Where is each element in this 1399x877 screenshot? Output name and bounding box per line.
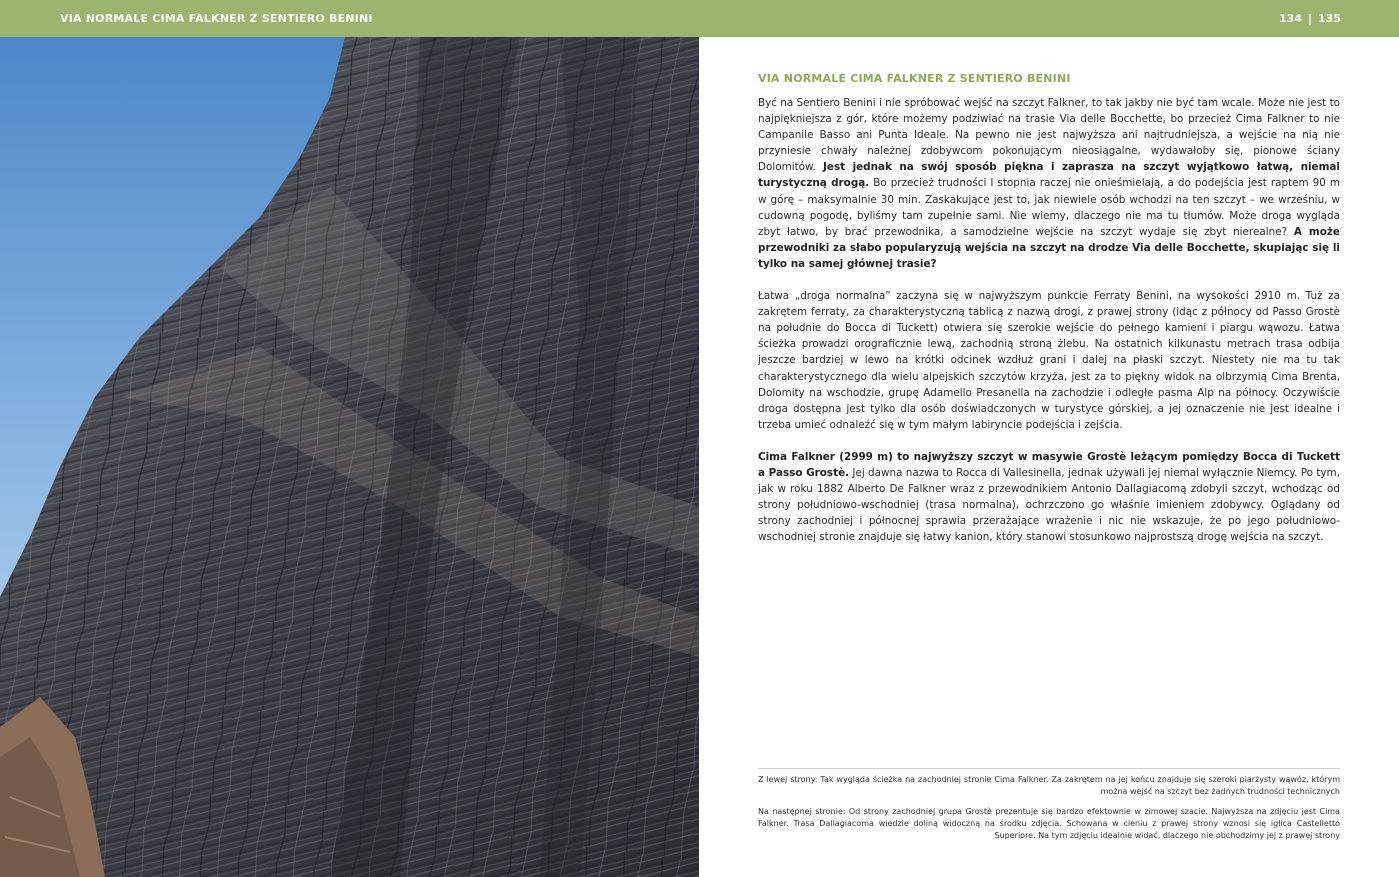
paragraph-history (758, 449, 1340, 546)
text-page (758, 37, 1340, 877)
page-number-left: 134 (1279, 12, 1302, 25)
intro-bold-d: A może przewodniki za słabo popularyzują wejścia na szczyt na drodze Via delle Bocchette, skupiając się li tylko na samej głównej trasie? (758, 225, 1340, 270)
caption-next-page: Na następnej stronie: Od strony zachodniej grupa Grostè prezentuje się bardzo efektownie w zimowej szacie. Najwyższa na zdjęciu jest Cima Falkner. Trasa Dallagiacoma wiedzie doliną widoczną na środku zdjęcia. Schowana w cieniu z prawej strony wznosi się iglica Castelletto Superiore. Na tym zdjęciu idealnie widać, dlaczego nie obchodzimy jej z prawej strony (758, 807, 1340, 840)
intro-bold-b: Jest jednak na swój sposób piękna i zaprasza na szczyt wyjątkowo łatwą, niemal turystyczną drogą. (758, 161, 1340, 190)
intro-text-c: Bo przecież trudności I stopnia raczej nie onieśmielają, a do podejścia jest raptem 90 m w górę – maksymalnie 30 min. Zaskakujące jest to, jak niewiele osób wchodzi na ten szczyt – we wrześniu, w cudowną pogodę, byliśmy tam zupełnie sami. Nie wiemy, dlaczego nie ma tu tłumów. Może droga wygląda zbyt łatwo, by brać przewodnika, a samodzielne wejście na szczyt wydaje się zbyt nierealne? (758, 177, 1340, 238)
photo-captions (758, 768, 1340, 850)
article-body (758, 95, 1340, 561)
article-heading: VIA NORMALE CIMA FALKNER Z SENTIERO BENINI (758, 72, 1071, 85)
intro-text-a: Być na Sentiero Benini i nie spróbować wejść na szczyt Falkner, to tak jakby nie być tam wcale. Może nie jest to najpiękniejsza z gór, które możemy podziwiać na trasie Via delle Bocchette, bo przecież Cima Falkner to nie Campanile Basso ani Punta Ideale. Na pewno nie jest najwyższa ani najtrudniejsza, a wejście na nią nie przyniesie chwały należnej zdobywcom pokonującym nieosiągalne, wydawałoby się, pionowe ściany Dolomitów. (758, 97, 1340, 174)
history-bold-a: Cima Falkner (2999 m) to najwyższy szczyt w masywie Grostè leżącym pomiędzy Bocca di Tuckett a Passo Grostè. (758, 450, 1340, 479)
caption-left-photo: Z lewej strony: Tak wygląda ścieżka na zachodniej stronie Cima Falkner. Za zakrętem na jej końcu znajduje się szeroki piarżysty wąwóz, którym można wejść na szczyt bez żadnych trudności technicznych (758, 775, 1340, 796)
paragraph-intro (758, 95, 1340, 272)
paragraph-route: Łatwa „droga normalna” zaczyna się w najwyższym punkcie Ferraty Benini, na wysokości 2910 m. Tuż za zakrętem ferraty, za charakterystyczną tablicą z nazwą drogi, z prawej strony (idąc z północy od Passo Grostè na południe do Bocca di Tuckett) otwiera się szerokie wejście do pełnego kamieni i piargu wąwozu. Łatwa ścieżka prowadzi orograficznie lewą, zachodnią stroną żlebu. Na ostatnich kilkunastu metrach trasa odbija jeszcze bardziej w lewo na krótki odcinek wzdłuż grani i dalej na płaski szczyt. Niestety nie ma tu tak charakterystycznego dla wielu alpejskich szczytów krzyża, jest za to piękny widok na olbrzymią Cima Brenta, Dolomity na wschodzie, grupę Adamello Presanella na zachodzie i odległe pasma Alp na północy. Oczywiście droga dostępna jest tylko dla osób doświadczonych w turystyce górskiej, a jej oznaczenie nie jest idealne i trzeba umieć odnaleźć się w tym małym labiryncie podejścia i zejścia. (758, 290, 1340, 431)
page-number-separator: | (1308, 12, 1313, 25)
history-text-b: Jej dawna nazwa to Rocca di Vallesinella, jednak używali jej niemal wyłącznie Niemcy. Po tym, jak w roku 1882 Alberto De Falkner wraz z przewodnikiem Antonio Dallagiacomą zdobyli szczyt, wchodząc od strony południowo-wschodniej (trasa normalna), ochrzczono go właśnie imieniem zdobywcy. Oglądany od strony zachodniej i północnej sprawia przerażające wrażenie i nic nie wskazuje, że po jego południowo-wschodniej stronie znajduje się łatwy kanion, który stanowi stosunkowo najprostszą drogę wejścia na szczyt. (758, 466, 1340, 544)
mountain-rock-photo (0, 37, 699, 877)
page-header-bar (0, 0, 1399, 37)
page-numbers (1279, 12, 1341, 25)
page-number-right: 135 (1318, 12, 1341, 25)
header-title: VIA NORMALE CIMA FALKNER Z SENTIERO BENINI (60, 12, 373, 25)
